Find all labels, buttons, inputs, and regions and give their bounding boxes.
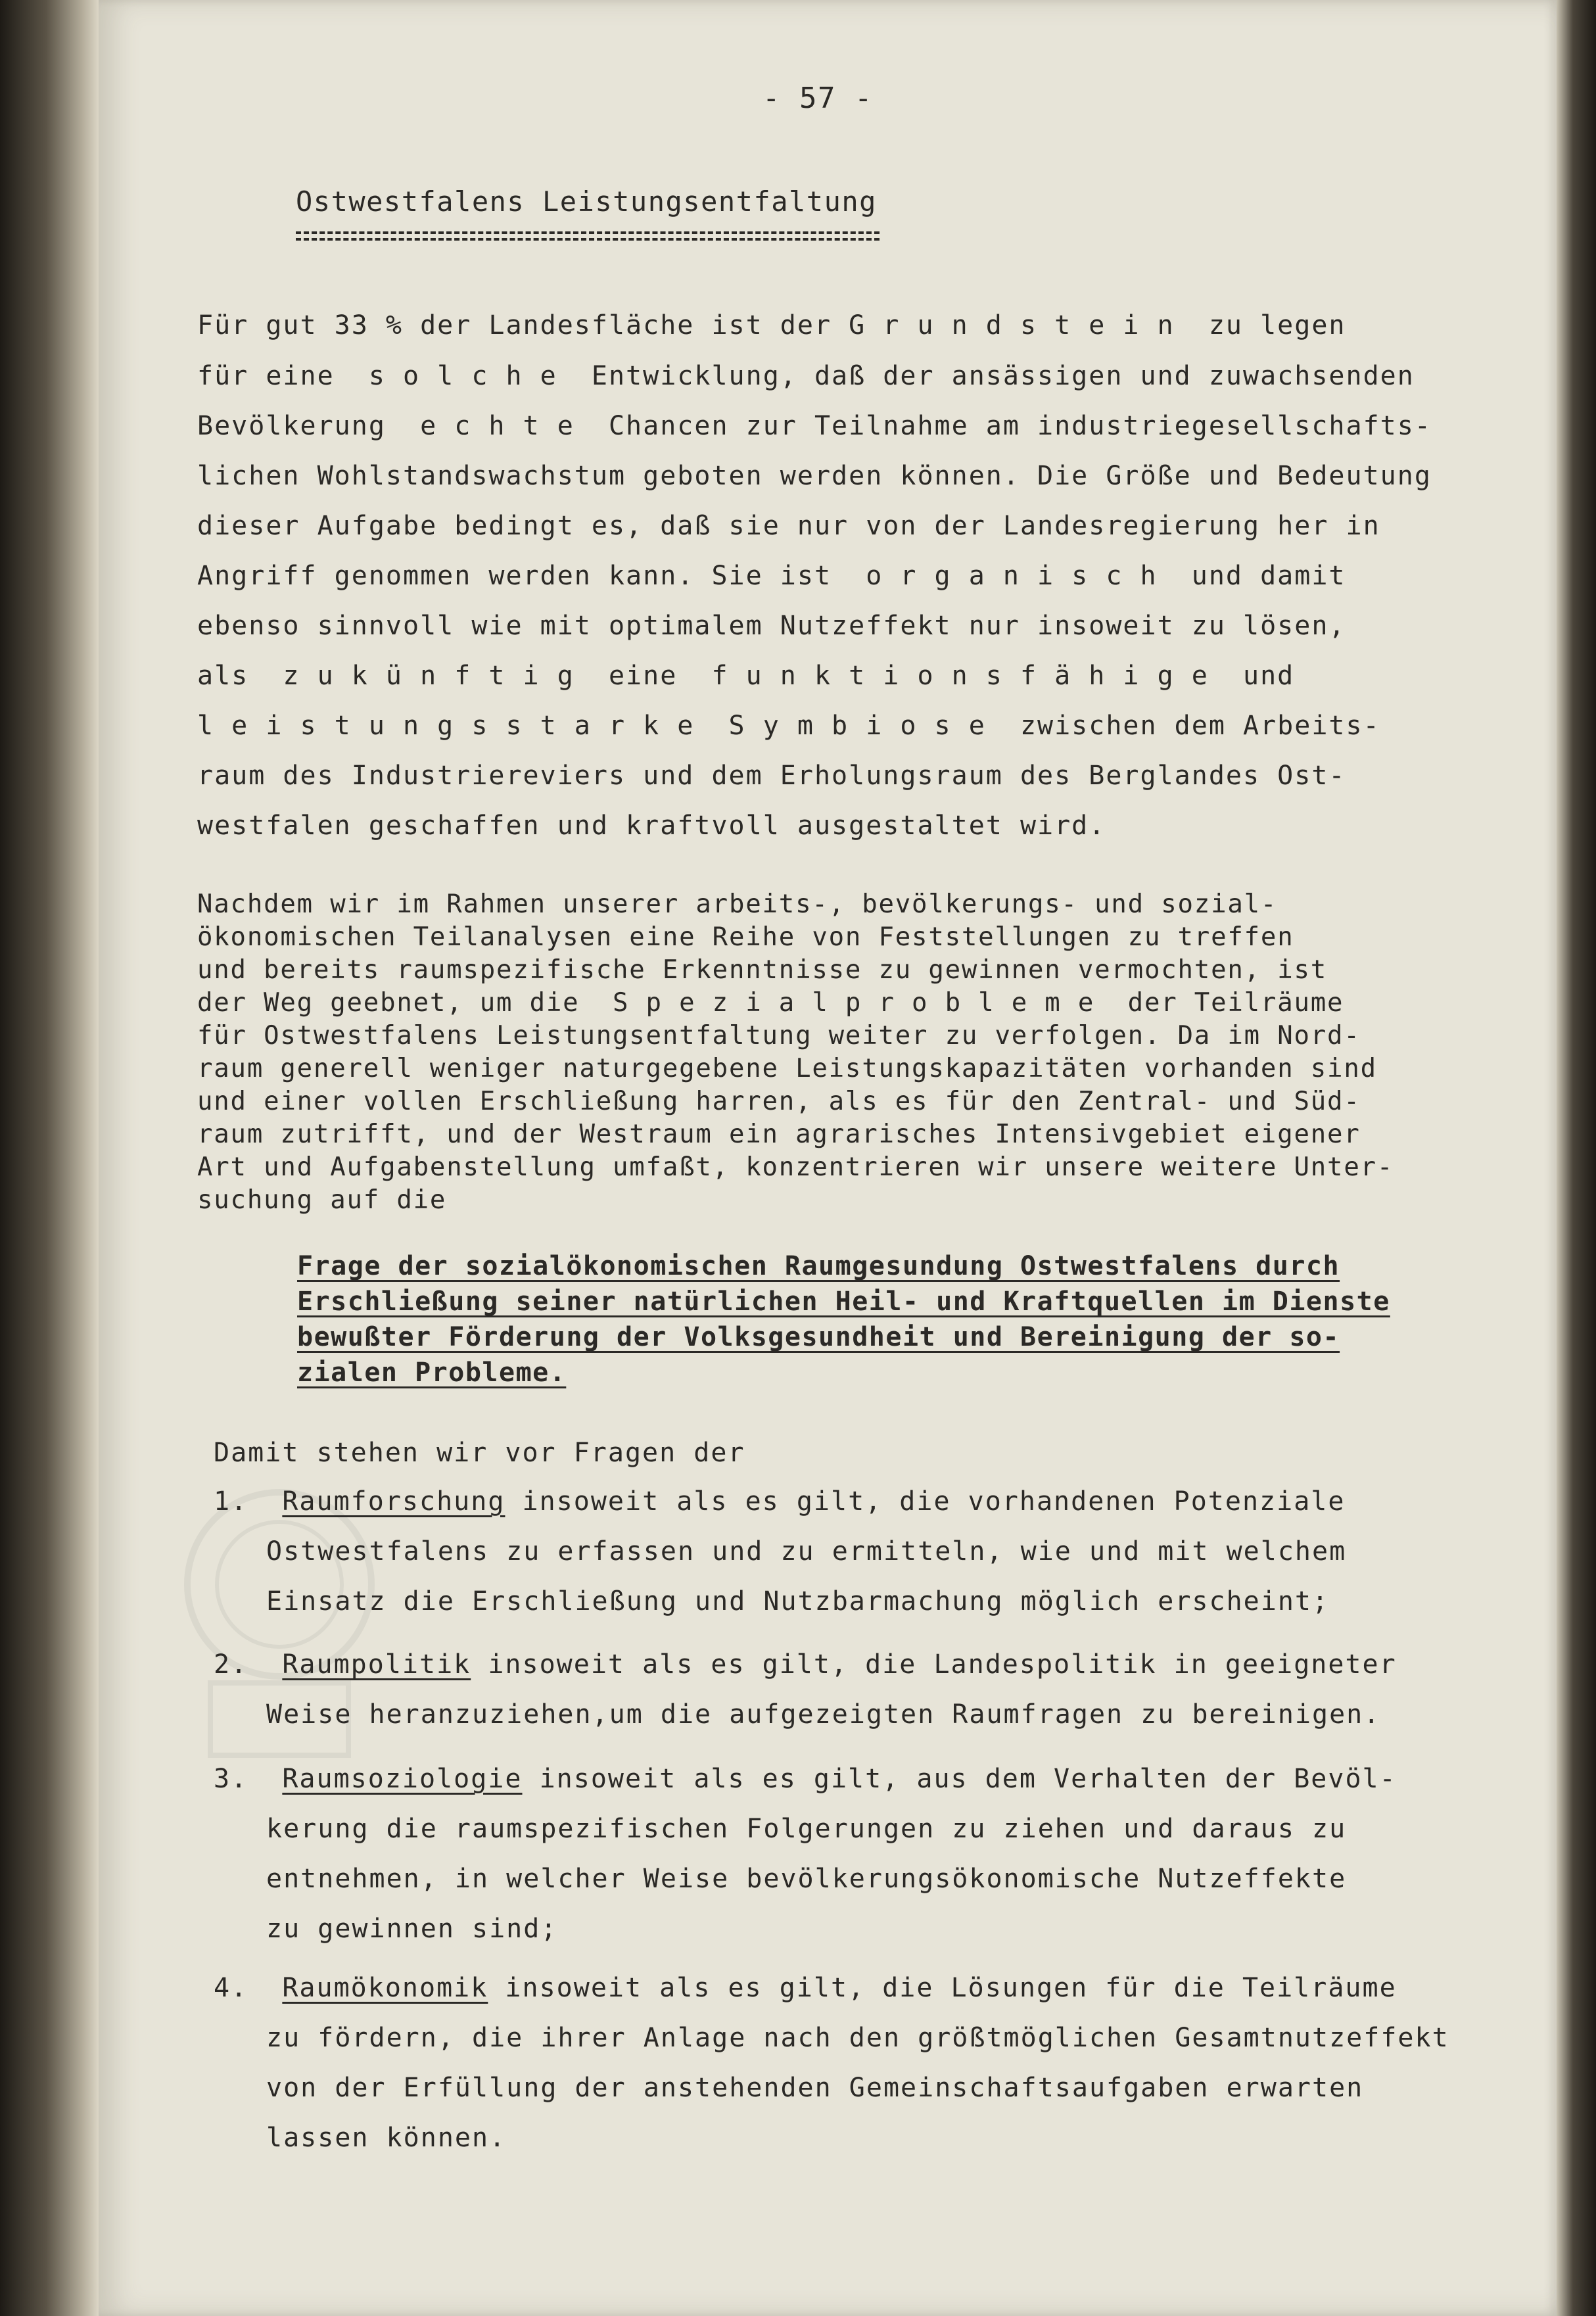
list-intro: Damit stehen wir vor Fragen der bbox=[214, 1438, 745, 1468]
text-line: Frage der sozialökonomischen Raumgesundung Ostwestfalens durch bbox=[297, 1251, 1340, 1281]
section-title: Ostwestfalens Leistungsentfaltung bbox=[296, 185, 877, 218]
text-line: entnehmen, in welcher Weise bevölkerungsökonomische Nutzeffekte bbox=[266, 1864, 1347, 1894]
text-line: Erschließung seiner natürlichen Heil- und Kraftquellen im Dienste bbox=[297, 1287, 1390, 1317]
list-item-first-line bbox=[214, 1488, 1345, 1515]
text-line: zu gewinnen sind; bbox=[266, 1914, 558, 1944]
list-text: insoweit als es gilt, aus dem Verhalten der Bevöl- bbox=[522, 1764, 1397, 1794]
page-edge-shadow bbox=[1557, 0, 1596, 2316]
text-line: raum des Industriereviers und dem Erholungsraum des Berglandes Ost- bbox=[197, 761, 1346, 791]
list-text: insoweit als es gilt, die Landespolitik in geeigneter bbox=[471, 1649, 1397, 1680]
text-line: Einsatz die Erschließung und Nutzbarmachung möglich erscheint; bbox=[266, 1586, 1330, 1617]
paper-sheet bbox=[99, 0, 1557, 2316]
list-number: 3. bbox=[214, 1764, 248, 1794]
text-line: Ostwestfalens zu erfassen und zu ermitteln, wie und mit welchem bbox=[266, 1536, 1347, 1567]
list-item-first-line bbox=[214, 1766, 1397, 1792]
text-line: Weise heranzuziehen,um die aufgezeigten Raumfragen zu bereinigen. bbox=[266, 1699, 1381, 1730]
text-line: lassen können. bbox=[266, 2123, 507, 2153]
text-line: Art und Aufgabenstellung umfaßt, konzentrieren wir unsere weitere Unter- bbox=[197, 1152, 1394, 1182]
text-line: und einer vollen Erschließung harren, als es für den Zentral- und Süd- bbox=[197, 1087, 1361, 1116]
text-line: bewußter Förderung der Volksgesundheit und Bereinigung der so- bbox=[297, 1322, 1340, 1352]
text-line: ökonomischen Teilanalysen eine Reihe von Feststellungen zu treffen bbox=[197, 922, 1294, 952]
text-line: Angriff genommen werden kann. Sie ist o r g a n i s c h und damit bbox=[197, 561, 1346, 591]
text-line: zu fördern, die ihrer Anlage nach den größtmöglichen Gesamtnutzeffekt bbox=[266, 2023, 1449, 2053]
book-gutter bbox=[0, 0, 99, 2316]
list-term: Raumökonomik bbox=[282, 1973, 488, 2003]
text-line: raum generell weniger naturgegebene Leistungskapazitäten vorhanden sind bbox=[197, 1054, 1377, 1083]
text-line: Bevölkerung e c h t e Chancen zur Teilnahme am industriegesellschafts- bbox=[197, 411, 1432, 441]
list-number: 1. bbox=[214, 1486, 248, 1517]
list-item-first-line bbox=[214, 1651, 1397, 1678]
text-line: für eine s o l c h e Entwicklung, daß der ansässigen und zuwachsenden bbox=[197, 361, 1415, 391]
text-line: l e i s t u n g s s t a r k e S y m b i o s e zwischen dem Arbeits- bbox=[197, 711, 1380, 741]
text-line: lichen Wohlstandswachstum geboten werden können. Die Größe und Bedeutung bbox=[197, 461, 1432, 491]
text-line: raum zutrifft, und der Westraum ein agrarisches Intensivgebiet eigener bbox=[197, 1120, 1361, 1149]
list-text: insoweit als es gilt, die Lösungen für die Teilräume bbox=[488, 1973, 1397, 2003]
text-line: zialen Probleme. bbox=[297, 1358, 567, 1388]
list-term: Raumforschung bbox=[282, 1486, 505, 1517]
list-item-first-line bbox=[214, 1975, 1397, 2001]
text-line: Nachdem wir im Rahmen unserer arbeits-, bevölkerungs- und sozial- bbox=[197, 889, 1278, 919]
text-line: dieser Aufgabe bedingt es, daß sie nur von der Landesregierung her in bbox=[197, 511, 1380, 541]
list-number: 2. bbox=[214, 1649, 248, 1680]
list-number: 4. bbox=[214, 1973, 248, 2003]
text-line: suchung auf die bbox=[197, 1185, 447, 1215]
text-line: der Weg geebnet, um die S p e z i a l p r o b l e m e der Teilräume bbox=[197, 988, 1344, 1018]
page-number: - 57 - bbox=[763, 82, 873, 115]
text-line: westfalen geschaffen und kraftvoll ausgestaltet wird. bbox=[197, 811, 1106, 841]
text-line: als z u k ü n f t i g eine f u n k t i o n s f ä h i g e und bbox=[197, 661, 1295, 691]
list-term: Raumsoziologie bbox=[282, 1764, 523, 1794]
list-term: Raumpolitik bbox=[282, 1649, 471, 1680]
text-line: kerung die raumspezifischen Folgerungen zu ziehen und daraus zu bbox=[266, 1814, 1347, 1844]
text-line: für Ostwestfalens Leistungsentfaltung weiter zu verfolgen. Da im Nord- bbox=[197, 1021, 1361, 1051]
text-line: Für gut 33 % der Landesfläche ist der G r u n d s t e i n zu legen bbox=[197, 310, 1346, 341]
text-line: und bereits raumspezifische Erkenntnisse zu gewinnen vermochten, ist bbox=[197, 955, 1328, 985]
title-double-underline bbox=[296, 231, 880, 241]
list-text: insoweit als es gilt, die vorhandenen Potenziale bbox=[505, 1486, 1346, 1517]
text-line: von der Erfüllung der anstehenden Gemeinschaftsaufgaben erwarten bbox=[266, 2073, 1364, 2103]
text-line: ebenso sinnvoll wie mit optimalem Nutzeffekt nur insoweit zu lösen, bbox=[197, 611, 1346, 641]
